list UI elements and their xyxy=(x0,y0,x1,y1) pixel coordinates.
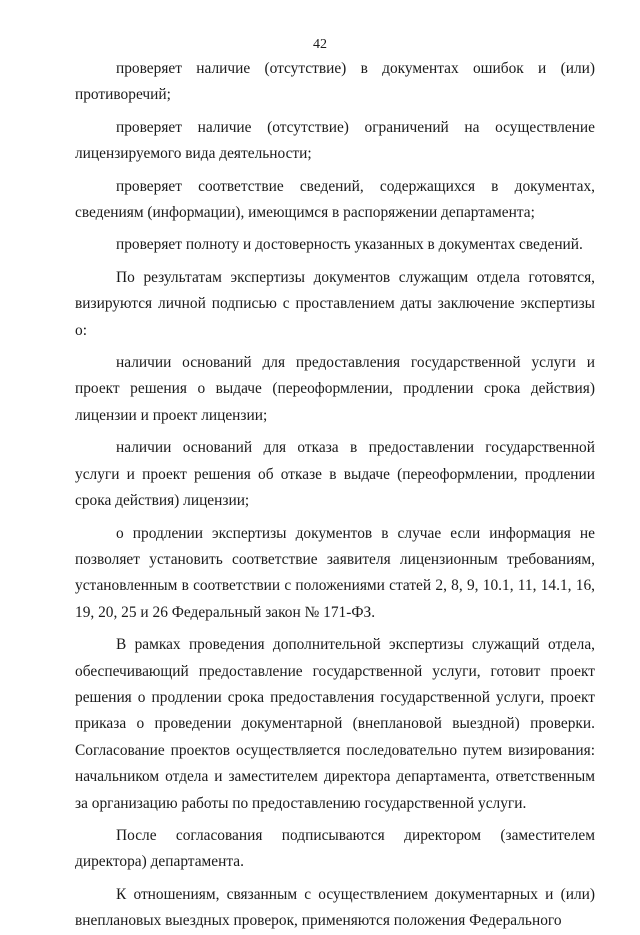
paragraph: проверяет наличие (отсутствие) ограничений на осуществление лицензируемого вида деятельности; xyxy=(75,118,595,163)
paragraph: о продлении экспертизы документов в случае если информация не позволяет установить соответствие заявителя лицензионным требованиям, установленным в соответствии с положениями статей 2, 8, 9, 10.1, 11, 14.1, 16, 19, 20, 25 и 26 Федеральный закон № 171-ФЗ. xyxy=(75,524,595,621)
paragraph: После согласования подписываются директором (заместителем директора) департамента. xyxy=(75,826,595,871)
paragraph: По результатам экспертизы документов служащим отдела готовятся, визируются личной подписью с проставлением даты заключение экспертизы о: xyxy=(75,268,595,339)
document-body xyxy=(75,56,595,935)
paragraph: проверяет полноту и достоверность указанных в документах сведений. xyxy=(116,236,583,254)
paragraph: проверяет соответствие сведений, содержащихся в документах, сведениям (информации), имеющимся в распоряжении департамента; xyxy=(75,177,595,222)
paragraph: К отношениям, связанным с осуществлением документарных и (или) внеплановых выездных проверок, применяются положения Федерального xyxy=(75,885,595,930)
paragraph: наличии оснований для отказа в предоставлении государственной услуги и проект решения об отказе в выдаче (переоформлении, продлении срока действия) лицензии; xyxy=(75,439,595,510)
paragraph: наличии оснований для предоставления государственной услуги и проект решения о выдаче (переоформлении, продлении срока действия) лицензии и проект лицензии; xyxy=(75,354,595,424)
paragraph: проверяет наличие (отсутствие) в документах ошибок и (или) противоречий; xyxy=(75,60,595,104)
paragraph: В рамках проведения дополнительной экспертизы служащий отдела, обеспечивающий предоставление государственной услуги, готовит проект решения о продлении срока предоставления государственной услуги, проект приказа о проведении документарной (внеплановой выездной) проверки. Согласование проектов осуществляется последовательно путем визирования: начальником отдела и заместителем директора департамента, ответственным за организацию работы по предоставлению государственной услуги. xyxy=(75,636,595,812)
page-number: 42 xyxy=(313,37,327,52)
